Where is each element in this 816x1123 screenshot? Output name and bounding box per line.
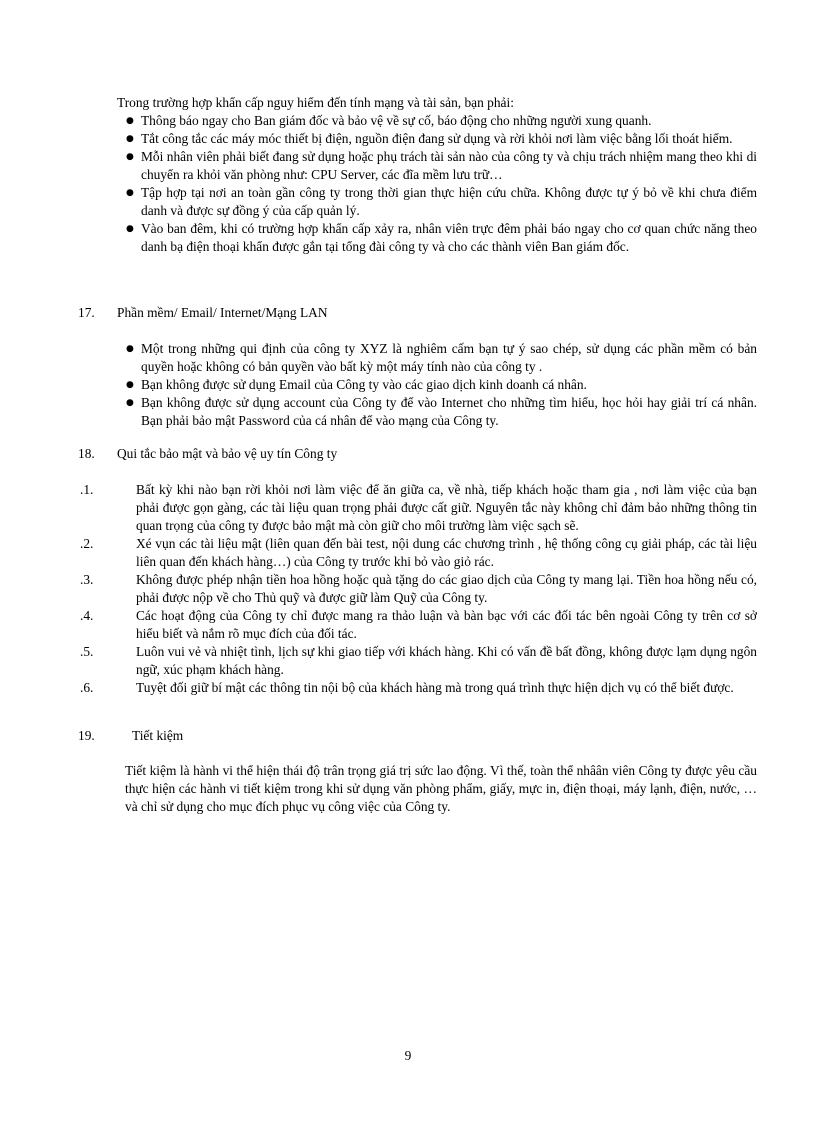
list-item: [117, 376, 757, 394]
item-number: .3.: [80, 572, 94, 587]
item-text: Các hoạt động của Công ty chỉ được mang ra thảo luận và bàn bạc với các đối tác bên ngoài Công ty trên cơ sở hiểu biết và nắm rõ mục đích của đối tác.: [136, 608, 757, 641]
item-text: Luôn vui vẻ và nhiệt tình, lịch sự khi giao tiếp với khách hàng. Khi có vấn đề bất đồng, không được lạm dụng ngôn ngữ, xúc phạm khách hàng.: [136, 644, 757, 677]
item-text: Xé vụn các tài liệu mật (liên quan đến bài test, nội dung các chương trình , hệ thống công cụ giải pháp, các tài liệu liên quan đến khách hàng…) của Công ty trước khi bỏ vào giỏ rác.: [136, 536, 757, 569]
bullet-icon: ●: [126, 224, 134, 234]
list-item: [117, 130, 757, 148]
item-number: .6.: [80, 680, 94, 695]
item-number: .2.: [80, 536, 94, 551]
section-title: Qui tắc bảo mật và bảo vệ uy tín Công ty: [117, 446, 338, 461]
section-number: 17.: [78, 305, 95, 320]
bullet-icon: ●: [126, 116, 134, 126]
list-item: [80, 607, 757, 643]
list-item: [117, 220, 757, 256]
list-item: [117, 112, 757, 130]
bullet-icon: ●: [126, 188, 134, 198]
software-bullet-list: [117, 340, 757, 430]
item-text: Bất kỳ khi nào bạn rời khỏi nơi làm việc để ăn giữa ca, về nhà, tiếp khách hoặc tham gia , nơi làm việc của bạn phải được gọn gàng, các tài liệu quan trọng phải được cất giữ. Nguyên tắc này không chỉ đảm bảo những thông tin quan trọng của công ty được bảo mật mà còn giữ cho môi trường làm việc sạch sẽ.: [136, 482, 757, 533]
list-item: [80, 679, 757, 697]
bullet-text: Bạn không được sử dụng Email của Công ty vào các giao dịch kinh doanh cá nhân.: [141, 377, 587, 392]
section-number: 18.: [78, 446, 95, 461]
bullet-icon: ●: [126, 398, 134, 408]
item-text: Không được phép nhận tiền hoa hồng hoặc quà tặng do các giao dịch của Công ty mang lại. Tiền hoa hồng nếu có, phải được nộp về cho Thủ quỹ và được giữ làm Quỹ của Công ty.: [136, 572, 757, 605]
security-rules-list: [80, 481, 757, 697]
bullet-icon: ●: [126, 152, 134, 162]
bullet-text: Tập hợp tại nơi an toàn gần công ty trong thời gian thực hiện cứu chữa. Không được tự ý bỏ về khi chưa điểm danh và được sự đồng ý của cấp quản lý.: [141, 185, 757, 218]
emergency-bullet-list: [117, 112, 757, 256]
bullet-icon: ●: [126, 380, 134, 390]
section-heading-18: [78, 445, 337, 463]
bullet-text: Thông báo ngay cho Ban giám đốc và bảo vệ về sự cố, báo động cho những người xung quanh.: [141, 113, 652, 128]
section-title: Tiết kiệm: [132, 728, 184, 743]
section-title: Phần mềm/ Email/ Internet/Mạng LAN: [117, 305, 328, 320]
page-number: 9: [404, 1048, 412, 1063]
item-text: Tuyệt đối giữ bí mật các thông tin nội bộ của khách hàng mà trong quá trình thực hiện dịch vụ có thể biết được.: [136, 680, 734, 695]
section-heading-17: [78, 304, 327, 322]
list-item: [80, 481, 757, 535]
item-number: .5.: [80, 644, 94, 659]
list-item: [117, 184, 757, 220]
list-item: [117, 340, 757, 376]
section-number: 19.: [78, 728, 95, 743]
bullet-text: Một trong những qui định của công ty XYZ là nghiêm cấm bạn tự ý sao chép, sử dụng các phần mềm có bản quyền hoặc không có bản quyền vào bất kỳ một máy tính nào của công ty .: [141, 341, 757, 374]
bullet-icon: ●: [126, 134, 134, 144]
section-heading-19: [78, 727, 183, 745]
bullet-text: Mỗi nhân viên phải biết đang sử dụng hoặc phụ trách tài sản nào của công ty và chịu trách nhiệm mang theo khi di chuyển ra khỏi văn phòng như: CPU Server, các đĩa mềm lưu trữ…: [141, 149, 757, 182]
item-number: .4.: [80, 608, 94, 623]
list-item: [80, 571, 757, 607]
bullet-text: Bạn không được sử dụng account của Công ty để vào Internet cho những tìm hiểu, học hỏi hay giải trí cá nhân. Bạn phải bảo mật Password của cá nhân để vào mạng của Công ty.: [141, 395, 757, 428]
bullet-text: Vào ban đêm, khi có trường hợp khẩn cấp xảy ra, nhân viên trực đêm phải báo ngay cho cơ quan chức năng theo danh bạ điện thoại khẩn được gắn tại tổng đài công ty và cho các thành viên Ban giám đốc.: [141, 221, 757, 254]
intro-paragraph: Trong trường hợp khẩn cấp nguy hiểm đến tính mạng và tài sản, bạn phải:: [117, 95, 514, 110]
list-item: [117, 148, 757, 184]
bullet-text: Tắt công tắc các máy móc thiết bị điện, nguồn điện đang sử dụng và rời khỏi nơi làm việc bằng lối thoát hiểm.: [141, 131, 733, 146]
list-item: [80, 643, 757, 679]
item-number: .1.: [80, 482, 94, 497]
saving-paragraph: Tiết kiệm là hành vi thể hiện thái độ trân trọng giá trị sức lao động. Vì thế, toàn thể nhâân viên Công ty được yêu cầu thực hiện các hành vi tiết kiệm trong khi sử dụng văn phòng phẩm, giấy, mực in, điện thoại, máy lạnh, điện, nước, … và chỉ sử dụng cho mục đích phục vụ công việc của Công ty.: [125, 763, 757, 814]
list-item: [80, 535, 757, 571]
list-item: [117, 394, 757, 430]
bullet-icon: ●: [126, 344, 134, 354]
